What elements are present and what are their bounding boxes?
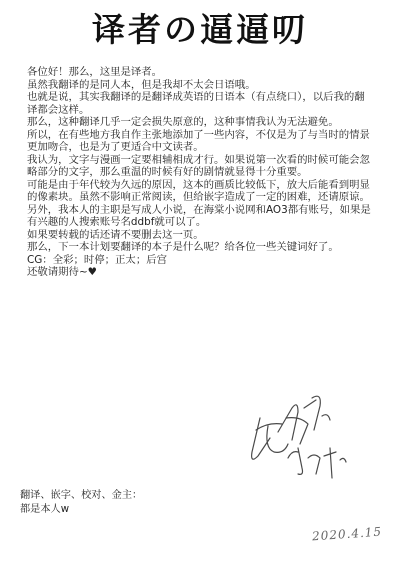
handwritten-signature <box>228 378 378 490</box>
paragraph-repost-notice: 如果要转载的话还请不要删去这一页。 <box>27 228 204 241</box>
paragraph-next-project: 那么，下一本计划要翻译的本子是什么呢？给各位一些关键词好了。 <box>27 241 339 253</box>
paragraph-source: 也就是说，其实我翻译的是翻译成英语的日语本（有点绕口），以后我的翻译都会这样。 <box>27 91 365 116</box>
credits-value: 都是本人w <box>20 504 70 515</box>
paragraph-author-accounts: 另外，我本人的主职是写成人小说，在海棠小说网和AO3都有账号，如果是有兴趣的人搜索账号名ddbf就可以了。 <box>27 203 371 228</box>
paragraph-loss: 那么，这种翻译几乎一定会损失原意的，这种事情我认为无法避免。 <box>27 116 339 128</box>
paragraph-image-quality: 可能是由于年代较为久远的原因，这本的画质比较低下，放大后能看到明显的像素块。虽然不影响正常阅读，但给嵌字造成了一定的困难，还请原谅。 <box>27 178 370 203</box>
paragraph-keywords: CG：全彩；时停；正太；后宫 <box>27 253 167 266</box>
credits-roles: 翻译、嵌字、校对、金主： <box>20 490 143 501</box>
paragraph-language: 虽然我翻译的是同人本，但是我却不太会日语哦。 <box>27 78 256 91</box>
body-text <box>27 66 373 279</box>
paragraph-closing: 还敬请期待~♥ <box>27 266 97 278</box>
paragraph-text-and-art: 我认为，文字与漫画一定要相辅相成才行。如果说第一次看的时候可能会忽略部分的文字，那么重温的时候有好的剧情就显得十分重要。 <box>27 153 370 178</box>
credits-block <box>20 489 142 517</box>
handwritten-date: 2020.4.15 <box>311 524 383 544</box>
paragraph-additions: 所以，在有些地方我自作主张地添加了一些内容，不仅是为了与当时的情景更加吻合，也是为了更适合中文读者。 <box>27 128 370 153</box>
paragraph-greeting: 各位好！那么，这里是译者。 <box>27 66 163 78</box>
page-title: 译者の逼逼叨 <box>92 10 308 49</box>
